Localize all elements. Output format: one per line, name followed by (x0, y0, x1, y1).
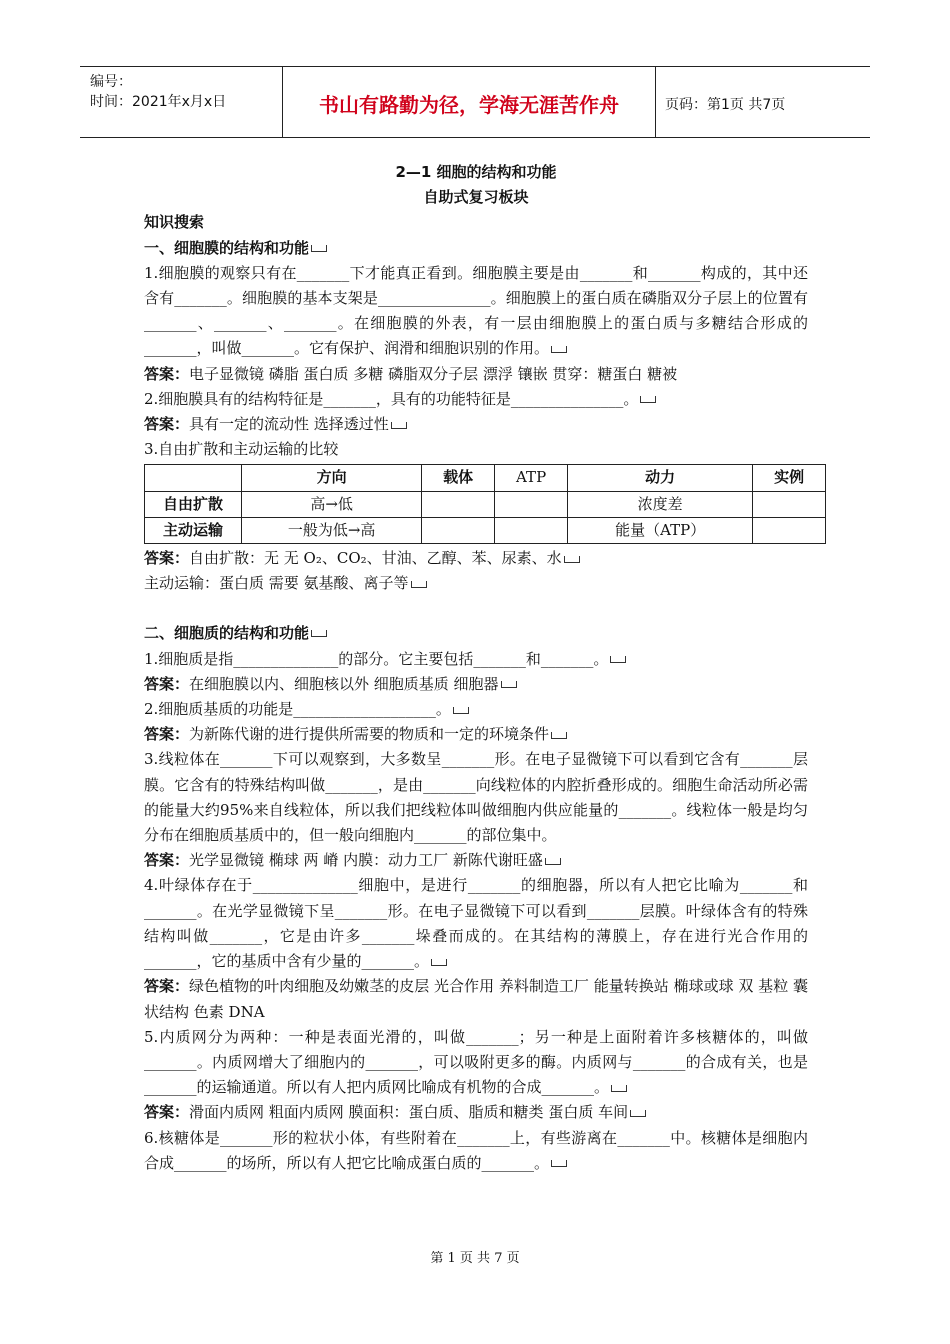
return-mark-icon (311, 245, 327, 252)
table-row: 自由扩散 高→低 浓度差 (145, 491, 826, 517)
question: 2.细胞质基质的功能是___________________。 (144, 697, 808, 722)
question: 1.细胞质是指______________的部分。它主要包括_______和_______。 (144, 647, 808, 672)
doc-subtitle: 自助式复习板块 (423, 188, 529, 207)
question: 4.叶绿体存在于______________细胞中，是进行_______的细胞器，所以有人把它比喻为_______和_______。在光学显微镜下呈_______形。在电子显微镜下可以看到_______层膜。叶绿体含有的特殊结构叫做_______，它是由许多_______垛叠而成的。在其结构的薄膜上，存在进行光合作用的_______，它的基质中含有少量的_______。 (144, 876, 808, 971)
return-mark-icon (501, 681, 517, 688)
answer: 答案：绿色植物的叶肉细胞及幼嫩茎的皮层 光合作用 养料制造工厂 能量转换站 椭球或球 双 基粒 囊状结构 色素 DNA (144, 977, 808, 1021)
answer: 答案：电子显微镜 磷脂 蛋白质 多糖 磷脂双分子层 漂浮 镶嵌 贯穿：糖蛋白 糖被 (144, 364, 678, 383)
answer: 答案：具有一定的流动性 选择透过性 (144, 412, 808, 437)
return-mark-icon (564, 556, 580, 563)
return-mark-icon (630, 1110, 646, 1117)
page-header (80, 66, 870, 138)
table-row: 主动运输 一般为低→高 能量（ATP） (145, 517, 826, 543)
return-mark-icon (453, 707, 469, 714)
return-mark-icon (411, 581, 427, 588)
question: 3.线粒体在_______下可以观察到，大多数呈_______形。在电子显微镜下可以看到它含有_______层膜。它含有的特殊结构叫做_______，是由_______向线粒体的内腔折叠形成的。细胞生命活动所必需的能量大约95%来自线粒体，所以我们把线粒体叫做细胞内供应能量的_______。线粒体一般是均匀分布在细胞质基质中的，但一般向细胞内_______的部位集中。 (144, 750, 808, 845)
answer: 答案：光学显微镜 椭球 两 嵴 内膜：动力工厂 新陈代谢旺盛 (144, 848, 808, 873)
question: 5.内质网分为两种：一种是表面光滑的，叫做_______；另一种是上面附着许多核糖体的，叫做_______。内质网增大了细胞内的_______，可以吸附更多的酶。内质网与_______的合成有关，也是_______的运输通道。所以有人把内质网比喻成有机物的合成_______。 (144, 1027, 808, 1097)
question: 3.自由扩散和主动运输的比较 (144, 440, 339, 459)
comparison-table (144, 464, 826, 544)
section-title: 二、细胞质的结构和功能 (144, 621, 808, 646)
header-meta (90, 72, 226, 112)
return-mark-icon (610, 656, 626, 663)
number-label: 编号： (90, 74, 132, 90)
document-body (144, 160, 808, 1176)
return-mark-icon (640, 396, 656, 403)
time-label: 时间：2021年x月x日 (90, 94, 227, 110)
return-mark-icon (391, 422, 407, 429)
return-mark-icon (611, 1085, 627, 1092)
return-mark-icon (431, 959, 447, 966)
question: 2.细胞膜具有的结构特征是_______，具有的功能特征是_______________。 (144, 387, 808, 412)
answer: 答案：为新陈代谢的进行提供所需要的物质和一定的环境条件 (144, 722, 808, 747)
return-mark-icon (551, 346, 567, 353)
question: 6.核糖体是_______形的粒状小体，有些附着在_______上，有些游离在_______中。核糖体是细胞内合成_______的场所，所以有人把它比喻成蛋白质的_______。 (144, 1128, 808, 1172)
page-footer: 第 1 页 共 7 页 (430, 1251, 520, 1266)
answer: 答案：在细胞膜以内、细胞核以外 细胞质基质 细胞器 (144, 672, 808, 697)
return-mark-icon (545, 858, 561, 865)
answer: 答案：自由扩散：无 无 O₂、CO₂、甘油、乙醇、苯、尿素、水 (144, 546, 808, 571)
return-mark-icon (551, 732, 567, 739)
header-page-label: 页码：第1页 共7页 (665, 97, 786, 113)
table-header-row: 方向 载体 ATP 动力 实例 (145, 465, 826, 491)
search-title: 知识搜索 (144, 213, 205, 232)
return-mark-icon (551, 1160, 567, 1167)
answer: 主动运输：蛋白质 需要 氨基酸、离子等 (144, 571, 808, 596)
header-motto: 书山有路勤为径，学海无涯苦作舟 (319, 93, 619, 117)
return-mark-icon (311, 630, 327, 637)
answer: 答案：滑面内质网 粗面内质网 膜面积：蛋白质、脂质和糖类 蛋白质 车间 (144, 1100, 808, 1125)
section-title: 一、细胞膜的结构和功能 (144, 236, 808, 261)
question: 1.细胞膜的观察只有在_______下才能真正看到。细胞膜主要是由_______和_______构成的，其中还含有_______。细胞膜的基本支架是_______________。细胞膜上的蛋白质在磷脂双分子层上的位置有_______、_______、_______。在细胞膜的外表，有一层由细胞膜上的蛋白质与多糖结合形成的_______，叫做_______。它有保护、润滑和细胞识别的作用。 (144, 263, 808, 358)
doc-title: 2—1 细胞的结构和功能 (395, 163, 557, 181)
